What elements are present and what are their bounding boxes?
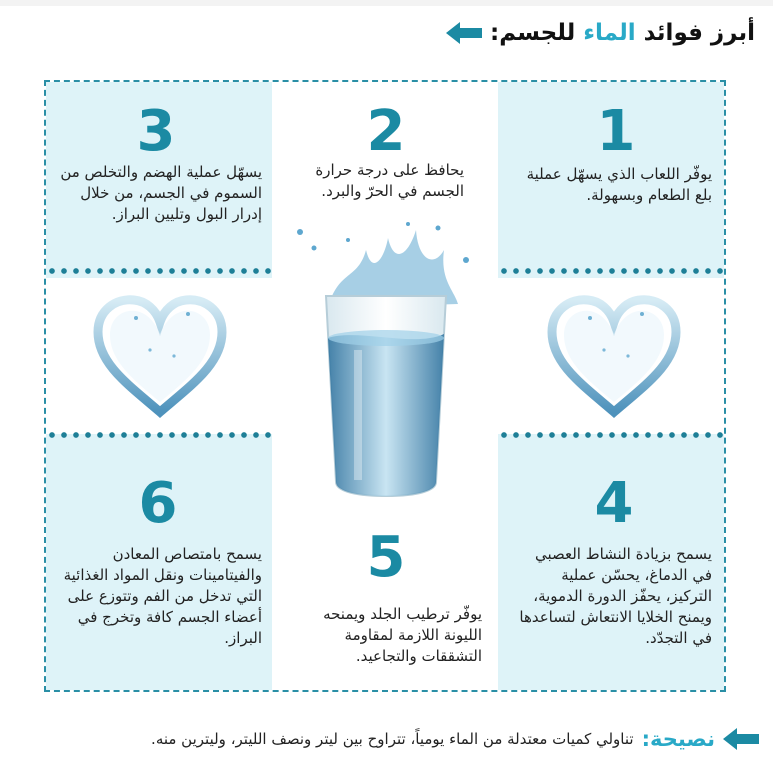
top-strip — [0, 0, 773, 6]
dotted-divider — [498, 268, 724, 274]
benefit-text-1: يوفّر اللعاب الذي يسهّل عملية بلع الطعام وبسهولة. — [526, 165, 712, 204]
title-accent: الماء — [583, 20, 636, 46]
tip-label: نصيحة: — [641, 727, 715, 751]
page-title — [490, 20, 755, 46]
benefit-number-2: 2 — [366, 99, 406, 164]
benefit-number-1: 1 — [596, 99, 636, 164]
benefit-number-5: 5 — [366, 525, 406, 590]
benefit-text-5: يوفّر ترطيب الجلد ويمنحه الليونة اللازمة لمقاومة التشققات والتجاعيد. — [323, 605, 482, 665]
benefit-text-3: يسهّل عملية الهضم والتخلص من السموم في الجسم، من خلال إدرار البول وتليين البراز. — [60, 163, 262, 223]
dotted-divider — [46, 432, 272, 438]
water-glass-icon — [288, 220, 484, 502]
tip-row — [151, 727, 759, 751]
water-heart-icon — [544, 290, 684, 420]
benefit-number-6: 6 — [138, 471, 178, 536]
tip-text: تناولي كميات معتدلة من الماء يومياً، تتراوح بين ليتر ونصف الليتر، وليترين منه. — [151, 730, 634, 748]
title-part-1: أبرز فوائد — [635, 20, 755, 46]
title-part-2: للجسم: — [490, 20, 584, 46]
water-heart-icon — [90, 290, 230, 420]
page-heading — [446, 20, 755, 46]
benefit-number-3: 3 — [136, 99, 176, 164]
benefit-text-6: يسمح بامتصاص المعادن والفيتامينات ونقل المواد الغذائية التي تدخل من الفم وتتوزع على أعضاء الجسم كافة وتخرج في البراز. — [63, 545, 262, 647]
dotted-divider — [498, 432, 724, 438]
arrow-left-icon — [723, 728, 759, 750]
benefit-number-4: 4 — [594, 471, 634, 536]
arrow-left-icon — [446, 22, 482, 44]
dotted-divider — [46, 268, 272, 274]
benefit-text-4: يسمح بزيادة النشاط العصبي في الدماغ، يحسّن عملية التركيز، يحفّز الدورة الدموية، ويمنح الخلايا الانتعاش لتساعدها في التجدّد. — [519, 545, 712, 647]
benefit-text-2: يحافظ على درجة حرارة الجسم في الحرّ والبرد. — [315, 161, 464, 200]
